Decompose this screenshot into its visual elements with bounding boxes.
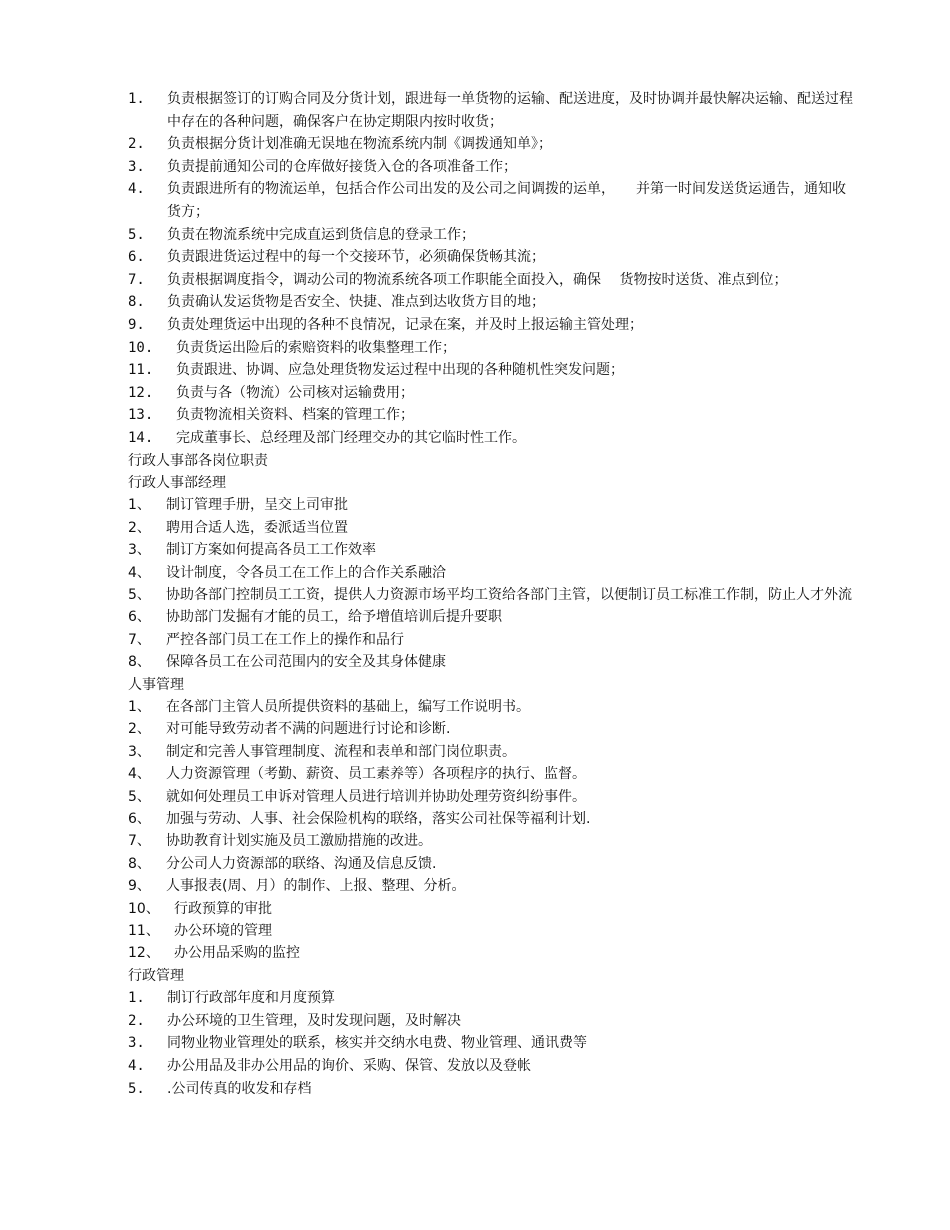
item-text: 负责跟进、协调、应急处理货物发运过程中出现的各种随机性突发问题； [176,362,624,379]
item-number: 5、 [128,586,151,603]
item-number: 9. [128,316,145,333]
list-item [0,606,950,628]
item-text: 在各部门主管人员所提供资料的基础上，编写工作说明书。 [166,698,530,715]
list-item [0,718,950,740]
item-text: 制定和完善人事管理制度、流程和表单和部门岗位职责。 [166,743,516,760]
item-text: 负责与各（物流）公司核对运输费用； [176,384,414,401]
list-item [0,584,950,606]
item-text: 行政预算的审批 [174,900,272,917]
item-text: 负责跟进货运过程中的每一个交接环节，必须确保货畅其流； [167,249,545,266]
item-number: 8、 [128,855,151,872]
list-item [0,224,950,247]
item-text: 加强与劳动、人事、社会保险机构的联络，落实公司社保等福利计划. [166,811,591,827]
item-text: 负责跟进所有的物流运单，包括合作公司出发的及公司之间调拨的运单， 并第一时间发送货运通告，通知收货方； [167,181,846,220]
item-number: 6、 [128,609,151,626]
item-text: 人力资源管理（考勤、薪资、员工素养等）各项程序的执行、监督。 [166,766,586,783]
list-item [0,651,950,673]
item-text: .公司传真的收发和存档 [167,1080,312,1097]
item-text: 设计制度，令各员工在工作上的合作关系融洽 [166,564,446,581]
list-item [0,269,950,292]
item-number: 8、 [128,654,151,671]
item-number: 1. [128,91,145,107]
item-number: 1、 [128,497,151,514]
list-item [0,629,950,651]
item-number: 1. [128,990,145,1007]
list-item [0,1010,950,1033]
list-item [0,1032,950,1055]
list-item [0,763,950,785]
item-text: 办公环境的卫生管理，及时发现问题，及时解决 [167,1012,461,1029]
item-number: 5. [128,1080,145,1097]
list-item [0,133,950,156]
item-number: 12、 [128,945,160,962]
list-item [0,942,950,964]
item-text: 人事报表(周、月）的制作、上报、整理、分析。 [166,878,466,895]
item-text: 负责在物流系统中完成直运到货信息的登录工作； [167,226,475,243]
item-text: 负责确认发运货物是否安全、快捷、准点到达收货方目的地； [167,294,545,311]
list-item [0,987,950,1010]
item-text: 协助各部门控制员工工资，提供人力资源市场平均工资给各部门主管，以便制订员工标准工作制，防止人才外流 [166,586,852,603]
list-item [0,898,950,920]
admin-duty-list [0,987,950,1100]
item-number: 3、 [128,542,151,559]
item-text: 制订方案如何提高各员工工作效率 [166,542,376,559]
item-text: 就如何处理员工申诉对管理人员进行培训并协助处理劳资纠纷事件。 [166,788,586,805]
item-number: 2. [128,136,145,153]
item-number: 7、 [128,631,151,648]
list-item [0,291,950,314]
item-number: 1、 [128,698,151,715]
item-number: 3. [128,1035,145,1052]
list-item [0,562,950,584]
logistics-duty-list [0,88,950,450]
item-number: 4、 [128,766,151,783]
list-item [0,786,950,808]
item-number: 2、 [128,519,151,536]
list-item [0,404,950,427]
item-text: 负责物流相关资料、档案的管理工作； [176,407,414,424]
item-number: 4. [128,181,145,198]
list-item [0,314,950,337]
manager-duty-list [0,494,950,673]
item-number: 12. [128,384,154,401]
item-number: 6、 [128,811,151,827]
subsection-title-hr: 人事管理 [128,676,184,693]
item-number: 11、 [128,923,160,940]
list-item [0,156,950,179]
item-number: 13. [128,407,154,424]
item-number: 9、 [128,878,151,895]
item-number: 5. [128,226,145,243]
item-text: 办公用品采购的监控 [174,945,300,962]
list-item [0,178,950,223]
item-number: 7、 [128,833,151,850]
item-text: 协助部门发掘有才能的员工，给予增值培训后提升要职 [166,609,502,626]
item-number: 10. [128,339,154,356]
item-text: 严控各部门员工在工作上的操作和品行 [166,631,404,648]
list-item [0,494,950,516]
list-item [0,875,950,897]
list-item [0,741,950,763]
list-item [0,517,950,539]
list-item [0,853,950,875]
subsection-title-manager: 行政人事部经理 [128,474,226,491]
item-number: 10、 [128,900,160,917]
item-number: 5、 [128,788,151,805]
item-text: 负责根据分货计划准确无误地在物流系统内制《调拨通知单》； [167,136,552,153]
item-text: 保障各员工在公司范围内的安全及其身体健康 [166,654,446,671]
item-number: 4、 [128,564,151,581]
list-item [0,830,950,852]
item-text: 办公环境的管理 [174,923,272,940]
item-number: 2、 [128,721,151,738]
item-number: 7. [128,271,145,288]
item-text: 办公用品及非办公用品的询价、采购、保管、发放以及登帐 [167,1058,531,1075]
item-text: 完成董事长、总经理及部门经理交办的其它临时性工作。 [176,429,526,446]
item-number: 8. [128,294,145,311]
item-text: 负责提前通知公司的仓库做好接货入仓的各项准备工作； [167,158,517,175]
hr-duty-list [0,696,950,965]
item-text: 负责货运出险后的索赔资料的收集整理工作； [176,339,456,356]
list-item [0,382,950,405]
item-number: 4. [128,1058,145,1075]
item-text: 对可能导致劳动者不满的问题进行讨论和诊断. [166,721,451,738]
list-item [0,920,950,942]
list-item [0,1078,950,1101]
list-item [0,696,950,718]
item-number: 3. [128,158,145,175]
document-body [0,88,950,1100]
list-item [0,337,950,360]
subsection-title-admin: 行政管理 [128,967,184,984]
list-item [0,539,950,561]
list-item [0,808,950,830]
item-text: 负责根据签订的订购合同及分货计划，跟进每一单货物的运输、配送进度，及时协调并最快解决运输、配送过程中存在的各种问题，确保客户在协定期限内按时收货； [167,91,853,130]
item-text: 协助教育计划实施及员工激励措施的改进。 [166,833,432,850]
item-text: 分公司人力资源部的联络、沟通及信息反馈. [166,855,437,872]
item-text: 负责处理货运中出现的各种不良情况，记录在案，并及时上报运输主管处理； [167,316,643,333]
item-text: 制订行政部年度和月度预算 [167,990,335,1007]
list-item [0,427,950,450]
item-number: 3、 [128,743,151,760]
item-number: 14. [128,429,154,446]
item-text: 同物业物业管理处的联系，核实并交纳水电费、物业管理、通讯费等 [167,1035,587,1052]
list-item [0,246,950,269]
item-text: 负责根据调度指令，调动公司的物流系统各项工作职能全面投入，确保 货物按时送货、准点到位； [167,271,788,288]
list-item [0,1055,950,1078]
list-item [0,88,950,133]
list-item [0,359,950,382]
section-title: 行政人事部各岗位职责 [128,452,268,469]
item-text: 聘用合适人选，委派适当位置 [166,519,348,536]
item-text: 制订管理手册，呈交上司审批 [166,497,348,514]
item-number: 11. [128,362,154,379]
item-number: 6. [128,249,145,266]
item-number: 2. [128,1012,145,1029]
